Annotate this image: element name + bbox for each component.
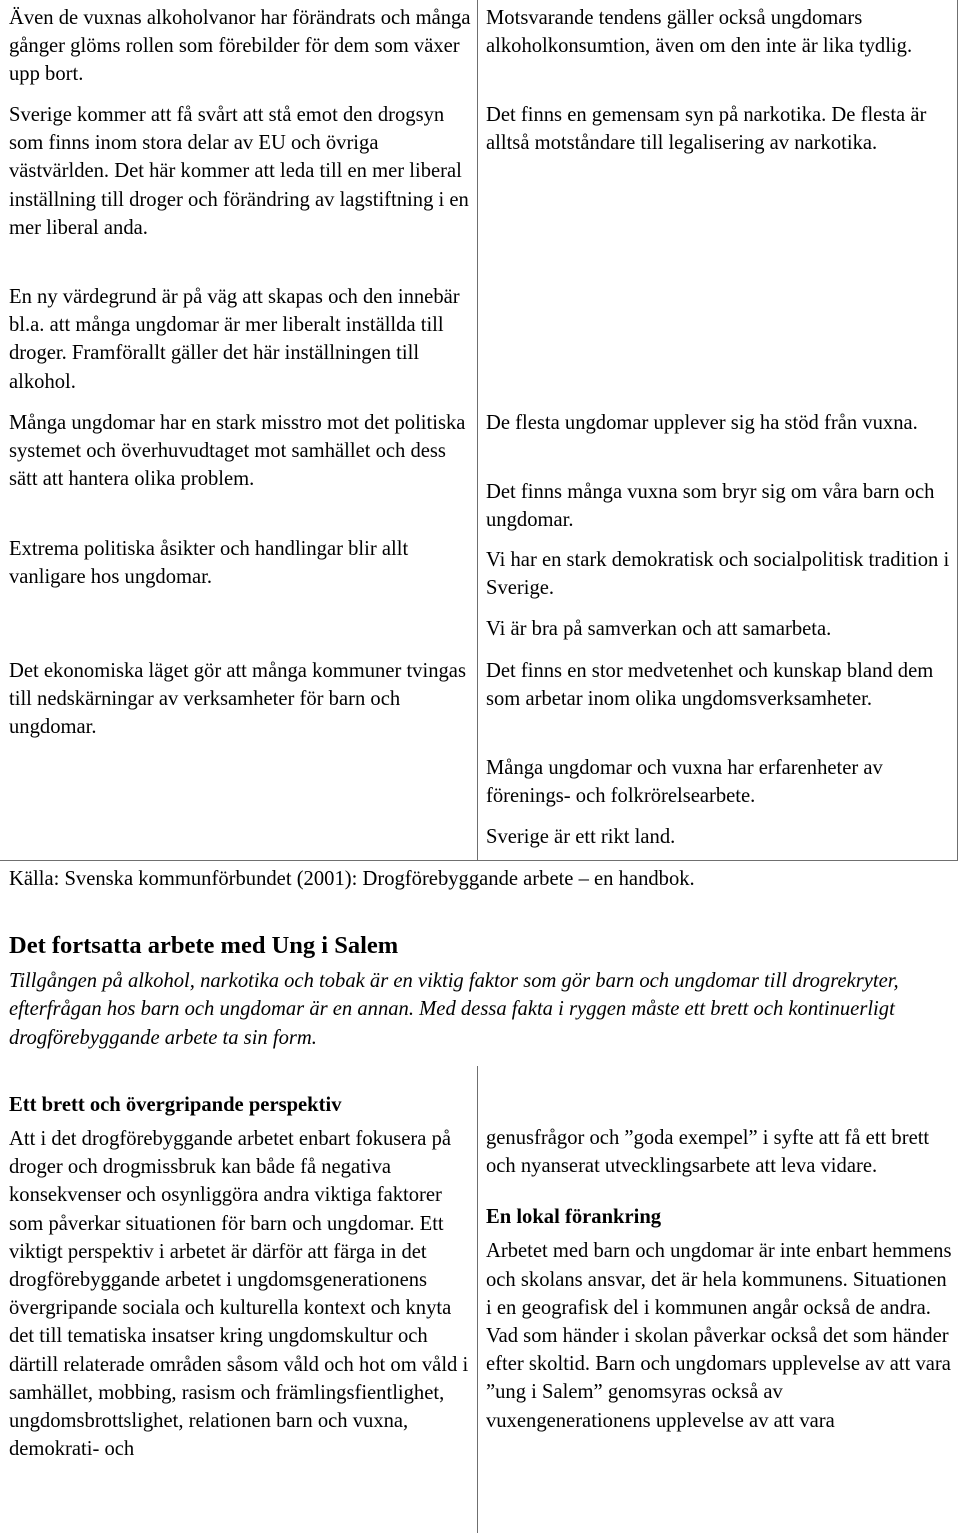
section-intro: Tillgången på alkohol, narkotika och tobak är en viktig faktor som gör barn och ungdomar till drogrekryter, efterfrågan hos barn och ungdomar är en annan. Med dessa fakta i ryggen måste ett brett och kontinuerligt drogförebyggande arbete ta sin form. [9, 970, 899, 1049]
left-cell-text: Även de vuxnas alkoholvanor har förändrats och många gånger glöms rollen som förebilder för dem som växer upp bort. [9, 7, 471, 86]
right-cell-text: Motsvarande tendens gäller också ungdomars alkoholkonsumtion, även om den inte är lika tydlig. [486, 7, 913, 58]
right-cell-text: Sverige är ett rikt land. [486, 826, 676, 848]
section-title: Det fortsatta arbete med Ung i Salem [9, 932, 399, 959]
left-cell-text: Det ekonomiska läget gör att många kommuner tvingas till nedskärningar av verksamheter för barn och ungdomar. [9, 660, 466, 739]
right-cell-text: Många ungdomar och vuxna har erfarenheter av förenings- och folkrörelsearbete. [486, 757, 883, 808]
article-right-column [486, 1124, 952, 1435]
left-cell-text: Många ungdomar har en stark misstro mot det politiska systemet och överhuvudtaget mot samhället och dess sätt att hantera olika problem. [9, 412, 466, 491]
right-cell-text: Vi är bra på samverkan och att samarbeta. [486, 618, 832, 640]
left-cell-text: Extrema politiska åsikter och handlingar blir allt vanligare hos ungdomar. [9, 538, 409, 589]
right-cell-text: Det finns en gemensam syn på narkotika. De flesta är alltså motståndare till legalisering av narkotika. [486, 104, 927, 155]
article-left-column [9, 1091, 472, 1463]
right-continuation: genusfrågor och ”goda exempel” i syfte att få ett brett och nyanserat utvecklingsarbete att leva vidare. [486, 1127, 930, 1178]
table-bottom-border [0, 860, 958, 861]
right-cell-text: Vi har en stark demokratisk och socialpolitisk tradition i Sverige. [486, 549, 950, 600]
left-cell-text: Sverige kommer att få svårt att stå emot den drogsyn som finns inom stora delar av EU och övriga västvärlden. Det här kommer att leda till en mer liberal inställning till droger och förändring av lagstiftning i en mer liberal anda. [9, 104, 469, 239]
right-cell-text: Det finns en stor medvetenhet och kunskap bland dem som arbetar inom olika ungdomsverksamheter. [486, 660, 934, 711]
left-cell-text: En ny värdegrund är på väg att skapas och den innebär bl.a. att många ungdomar är mer liberalt inställda till droger. Framförallt gäller det här inställningen till alkohol. [9, 286, 460, 393]
source-citation: Källa: Svenska kommunförbundet (2001): Drogförebyggande arbete – en handbok. [9, 868, 695, 890]
left-body: Att i det drogförebyggande arbetet enbart fokusera på droger och drogmissbruk kan både få negativa konsekvenser och osynliggöra andra viktiga faktorer som påverkar situationen för barn och ungdomar. Ett viktigt perspektiv i arbetet är därför att färga in det drogförebyggande arbetet i ungdomsgenerationens övergripande sociala och kulturella kontext och knyta det till tematiska insatser kring ungdomskultur och därtill relaterade områden såsom våld och hot om våld i samhället, mobbing, rasism och främlingsfientlighet, ungdomsbrottslighet, relationen barn och vuxna, demokrati- och [9, 1128, 469, 1461]
column-divider [477, 1066, 478, 1533]
left-heading: Ett brett och övergripande perspektiv [9, 1094, 342, 1116]
table-divider [477, 0, 478, 860]
right-cell-text: De flesta ungdomar upplever sig ha stöd från vuxna. [486, 412, 918, 434]
right-cell-text: Det finns många vuxna som bryr sig om våra barn och ungdomar. [486, 481, 935, 532]
right-heading: En lokal förankring [486, 1206, 662, 1229]
table-right-border [957, 0, 958, 860]
right-body: Arbetet med barn och ungdomar är inte enbart hemmens och skolans ansvar, det är hela kommunens. Situationen i en geografisk del i kommunen angår också de andra. Vad som händer i skolan påverkar också det som händer efter skoltid. Barn och ungdomars upplevelse av att vara ”ung i Salem” genomsyras också av vuxengenerationens upplevelse av att vara [486, 1240, 952, 1432]
